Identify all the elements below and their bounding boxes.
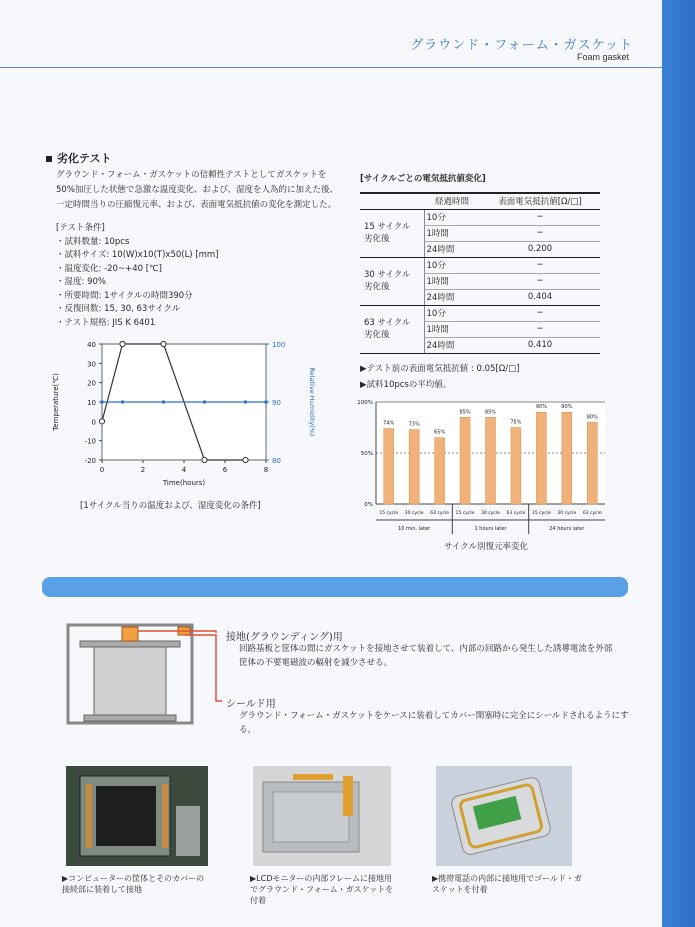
ground-gasket: [122, 627, 138, 641]
temperature-point: [99, 419, 104, 424]
temperature-point: [202, 457, 207, 462]
photo-computer-case: [66, 766, 208, 866]
bar: [384, 429, 394, 504]
y-tick-label: 40: [87, 341, 96, 349]
section-divider-bar: [42, 577, 628, 597]
temperature-point: [161, 341, 166, 346]
table-header-empty: [360, 193, 424, 209]
y2-tick-label: 80: [272, 457, 281, 465]
y-tick-label: 0: [91, 418, 96, 427]
section-title-text: 劣化テスト: [57, 152, 112, 165]
y-tick-label: 0%: [364, 502, 373, 508]
condition-item: ・試料数量: 10pcs: [56, 236, 130, 247]
side-accent-bar: [662, 0, 695, 927]
resistance-value-cell: ─: [480, 273, 600, 289]
cycle-count: 30 サイクル: [364, 270, 411, 280]
cycle-state: 劣化後: [364, 282, 390, 292]
bar-value-label: 65%: [434, 429, 446, 436]
desc-line: 一定時間当りの圧縮復元率、および、表面電気抵抗値の変化を測定した。: [56, 200, 337, 210]
photo-caption-lcd: ▶LCDモニターの内部フレームに接地用でグラウンド・フォーム・ガスケットを付着: [250, 874, 394, 905]
condition-item: ・試料サイズ: 10(W)x10(T)x50(L) [mm]: [56, 250, 219, 260]
bar: [511, 428, 521, 505]
case-cross-section-diagram: [66, 617, 226, 729]
photo-mobile-phone: [436, 766, 572, 866]
temperature-point: [120, 341, 125, 346]
condition-item: ・テスト規格: JIS K 6401: [56, 317, 156, 328]
resistance-value-cell: 0.200: [480, 241, 600, 257]
bar-value-label: 90%: [561, 404, 573, 411]
shield-use-title: シールド用: [226, 699, 276, 710]
board-top-plate: [80, 641, 180, 647]
elapsed-time-cell: 1時間: [424, 273, 480, 289]
y-tick-label: 50%: [360, 451, 373, 457]
elapsed-time-cell: 10分: [424, 305, 480, 321]
y-tick-label: 30: [87, 360, 96, 369]
humidity-point: [265, 401, 268, 404]
table-header-resistance: 表面電気抵抗値[Ω/□]: [480, 193, 600, 209]
bar-value-label: 80%: [586, 414, 598, 421]
chart1-caption: [1サイクル当りの温度および、湿度変化の条件]: [80, 501, 261, 511]
condition-item: ・所要時間: 1サイクルの時間390分: [56, 290, 193, 301]
elapsed-time-cell: 1時間: [424, 225, 480, 241]
resistance-value-cell: ─: [480, 321, 600, 337]
category-label: 15 cycle: [531, 511, 551, 516]
x-tick-label: 2: [140, 466, 146, 474]
bar-value-label: 75%: [510, 419, 522, 426]
bar-value-label: 85%: [459, 409, 471, 416]
x-axis-label: Time(hours): [162, 479, 206, 487]
y-tick-label: -10: [84, 437, 96, 446]
desc-line: 50%加圧した状態で急激な温度変化、および、湿度を人為的に加えた後、: [56, 185, 339, 195]
humidity-point: [121, 401, 124, 404]
x-tick-label: 8: [263, 466, 269, 474]
temperature-point: [243, 457, 248, 462]
bar: [587, 422, 597, 504]
humidity-point: [162, 401, 165, 404]
resistance-value-cell: ─: [480, 225, 600, 241]
category-label: 63 cycle: [430, 511, 450, 516]
bar: [435, 438, 445, 504]
y-tick-label: -20: [84, 457, 96, 465]
table-row: [360, 257, 600, 273]
bar-value-label: 85%: [484, 409, 497, 416]
y-tick-label: 10: [87, 399, 96, 407]
section-description: [56, 168, 356, 213]
elapsed-time-cell: 1時間: [424, 321, 480, 337]
bar-value-label: 74%: [383, 420, 395, 427]
section-title: [46, 150, 112, 166]
condition-item: ・湿度: 90%: [56, 277, 106, 287]
board-block: [94, 647, 166, 717]
group-label: 1 hours later: [474, 526, 507, 532]
group-label: 10 min. later: [398, 526, 431, 532]
cycle-count: 63 サイクル: [364, 318, 411, 328]
conditions-title: [テスト条件]: [56, 223, 105, 233]
bar: [460, 417, 470, 504]
cycle-label: [360, 305, 424, 353]
category-label: 15 cycle: [455, 511, 475, 516]
y-axis-label: Temperature(℃): [52, 373, 60, 431]
photo-caption-computer: ▶コンピューターの筐体とそのカバーの接続部に装着して接地: [62, 874, 205, 894]
y2-tick-label: 100: [272, 341, 286, 349]
elapsed-time-cell: 10分: [424, 209, 480, 225]
bar-value-label: 90%: [535, 404, 547, 411]
cycle-label: [360, 209, 424, 257]
cycle-count: 15 サイクル: [364, 222, 411, 232]
resistance-value-cell: ─: [480, 305, 600, 321]
resistance-value-cell: 0.404: [480, 289, 600, 305]
resistance-table: [360, 192, 600, 354]
humidity-point: [203, 401, 206, 404]
bar-value-label: 73%: [408, 421, 420, 428]
group-label: 24 hours later: [549, 526, 585, 532]
condition-item: ・温度変化: -20~+40 [℃]: [56, 263, 162, 274]
shield-leader-line: [184, 635, 222, 701]
note-initial-resistance: ▶テスト前の表面電気抵抗値 : 0.05[Ω/□]: [360, 364, 520, 374]
table-header-time: 経過時間: [424, 193, 480, 209]
elapsed-time-cell: 24時間: [424, 241, 480, 257]
resistance-value-cell: ─: [480, 209, 600, 225]
recovery-bar-chart: [350, 392, 610, 540]
x-tick-label: 6: [222, 466, 228, 474]
shield-use-description: グラウンド・フォーム・ガスケットをケースに装着してカバー開塞時に完全にシールドされるようにする。: [239, 711, 629, 735]
desc-line: グラウンド・フォーム・ガスケットの信頼性テストとしてガスケットを: [56, 170, 327, 180]
humidity-point: [101, 401, 104, 404]
elapsed-time-cell: 10分: [424, 257, 480, 273]
case-bottom: [84, 715, 176, 721]
header-divider: [0, 67, 662, 68]
category-label: 63 cycle: [582, 511, 602, 516]
elapsed-time-cell: 24時間: [424, 337, 480, 353]
y-tick-label: 20: [87, 379, 96, 388]
category-label: 30 cycle: [481, 511, 500, 516]
table-row: [360, 209, 600, 225]
resistance-value-cell: 0.410: [480, 337, 600, 353]
table-row: [360, 305, 600, 321]
x-tick-label: 4: [181, 466, 187, 474]
page-subtitle: Foam gasket: [576, 52, 629, 62]
y-tick-label: 100%: [357, 400, 373, 406]
test-conditions: [56, 222, 356, 330]
page-title: グラウンド・フォーム・ガスケット: [410, 38, 633, 53]
photo-lcd-frame: [253, 766, 391, 866]
y2-tick-label: 90: [272, 399, 281, 407]
temp-humidity-chart: [44, 336, 324, 496]
category-label: 30 cycle: [557, 511, 577, 516]
bar: [536, 412, 546, 504]
y2-axis-label: Relative Humidity(%): [308, 367, 316, 437]
x-tick-label: 0: [99, 466, 105, 474]
photo-caption-phone: ▶携帯電話の内部に接地用でゴールド・ガスケットを付着: [432, 874, 582, 894]
cycle-label: [360, 257, 424, 305]
ground-leader-line: [138, 631, 216, 633]
elapsed-time-cell: 24時間: [424, 289, 480, 305]
humidity-point: [244, 401, 247, 404]
condition-item: ・反復回数: 15, 30, 63サイクル: [56, 304, 181, 314]
ground-use-title: 接地(グラウンディング)用: [226, 632, 343, 643]
resistance-value-cell: ─: [480, 257, 600, 273]
category-label: 15 cycle: [379, 511, 399, 516]
category-label: 30 cycle: [404, 511, 424, 516]
category-label: 63 cycle: [506, 511, 526, 516]
table-title: [サイクルごとの電気抵抗値変化]: [360, 174, 486, 184]
note-sample-average: ▶試料10pcsの平均値。: [360, 380, 452, 390]
ground-use-description: 回路基板と筐体の間にガスケットを接地させて装着して、内部の回路から発生した誘導電流を外部筐体の不要電磁波の輻射を減少させる。: [239, 644, 613, 668]
cycle-state: 劣化後: [364, 330, 390, 340]
bar: [409, 430, 419, 504]
chart2-caption: サイクル別復元率変化: [444, 542, 528, 552]
cycle-state: 劣化後: [364, 234, 390, 244]
bullet-square-icon: [46, 156, 52, 162]
bar: [486, 417, 496, 504]
bar: [562, 412, 572, 504]
